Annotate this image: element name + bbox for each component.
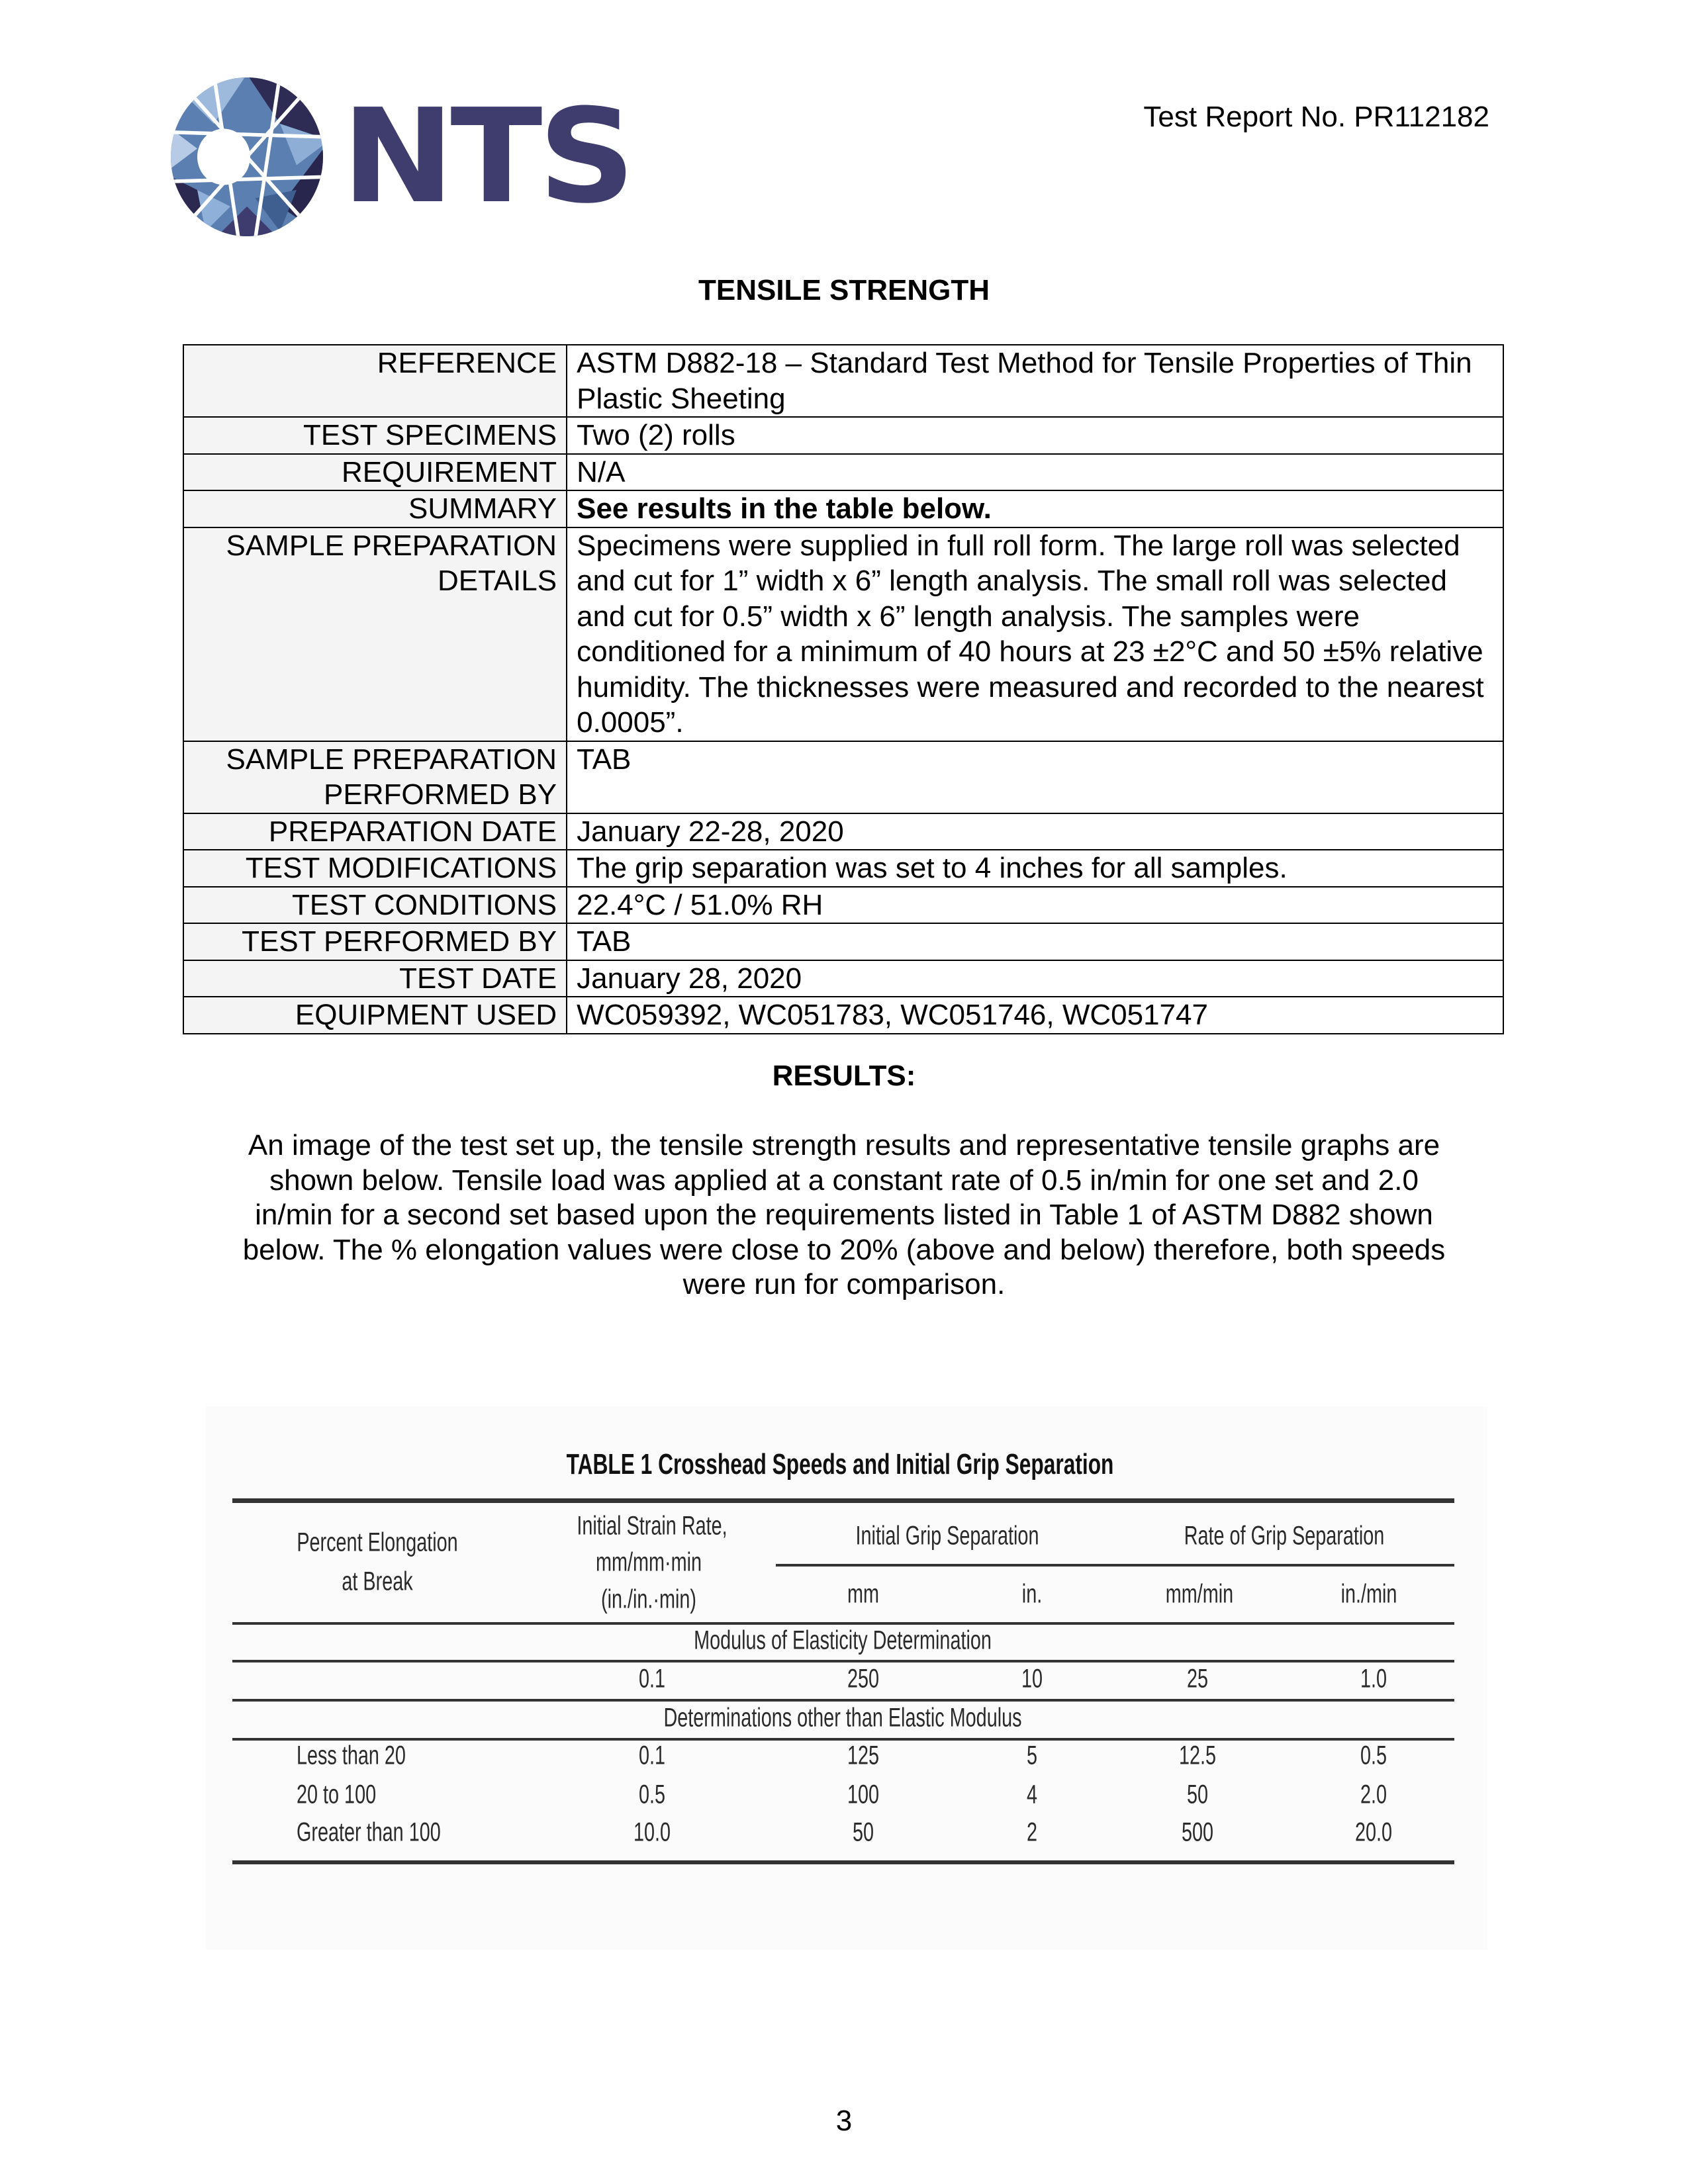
- unit-header: in./min: [1340, 1579, 1397, 1609]
- info-value: See results in the table below.: [567, 490, 1503, 527]
- row-cell: 50: [1187, 1780, 1209, 1809]
- header-strain-rate: Initial Strain Rate,: [577, 1511, 727, 1541]
- astm-table-image: [206, 1406, 1487, 1950]
- info-row: [183, 850, 1503, 887]
- header-rate-grip-separation: Rate of Grip Separation: [1184, 1521, 1385, 1551]
- section-other: Determinations other than Elastic Modulus: [663, 1703, 1022, 1733]
- info-label: SAMPLE PREPARATION PERFORMED BY: [183, 741, 567, 813]
- info-label: SUMMARY: [183, 490, 567, 527]
- row-cell: 500: [1182, 1817, 1214, 1847]
- info-value: N/A: [567, 454, 1503, 491]
- section-title: TENSILE STRENGTH: [698, 274, 990, 306]
- info-value: TAB: [567, 923, 1503, 960]
- info-row: [183, 527, 1503, 741]
- info-row: [183, 960, 1503, 997]
- header-strain-rate: mm/mm·min: [596, 1547, 702, 1577]
- row-cell: 125: [847, 1741, 880, 1770]
- nts-logo: [164, 74, 632, 240]
- info-row: [183, 345, 1503, 417]
- info-label: REFERENCE: [183, 345, 567, 417]
- unit-header: mm: [847, 1579, 880, 1609]
- paragraph-line: shown below. Tensile load was applied at a constant rate of 0.5 in/min for one set and 2.0: [269, 1163, 1419, 1197]
- group-rule: [776, 1564, 1454, 1567]
- modulus-cell: 0.1: [638, 1664, 665, 1694]
- info-label: TEST SPECIMENS: [183, 417, 567, 454]
- info-label: TEST DATE: [183, 960, 567, 997]
- header-elongation: at Break: [342, 1567, 413, 1596]
- paragraph-line: An image of the test set up, the tensile strength results and representative tensile graphs are: [248, 1129, 1440, 1161]
- info-value: WC059392, WC051783, WC051746, WC051747: [567, 997, 1503, 1034]
- modulus-cell: 1.0: [1360, 1664, 1387, 1694]
- row-cell: 2.0: [1360, 1780, 1387, 1809]
- info-value: January 28, 2020: [567, 960, 1503, 997]
- row-cell: 20.0: [1354, 1817, 1392, 1847]
- header-strain-rate: (in./in.·min): [601, 1584, 697, 1614]
- table-rule: [232, 1699, 1454, 1702]
- header-grip-separation: Initial Grip Separation: [855, 1521, 1039, 1551]
- paragraph-line: in/min for a second set based upon the requirements listed in Table 1 of ASTM D882 shown: [255, 1199, 1433, 1231]
- info-row: [183, 741, 1503, 813]
- test-info-table: [183, 344, 1504, 1034]
- results-heading: RESULTS:: [772, 1060, 916, 1092]
- row-elongation: Greater than 100: [297, 1817, 441, 1847]
- modulus-cell: 250: [847, 1664, 880, 1694]
- row-cell: 0.1: [638, 1741, 665, 1770]
- info-row: [183, 454, 1503, 491]
- report-number: Test Report No. PR112182: [1143, 101, 1489, 133]
- info-row: [183, 997, 1503, 1034]
- unit-header: in.: [1021, 1579, 1043, 1609]
- row-elongation: 20 to 100: [297, 1780, 377, 1809]
- row-cell: 5: [1027, 1741, 1038, 1770]
- paragraph-line: were run for comparison.: [682, 1268, 1006, 1300]
- row-cell: 0.5: [638, 1780, 665, 1809]
- table-rule: [232, 1738, 1454, 1741]
- page-number: 3: [835, 2105, 853, 2137]
- info-row: [183, 923, 1503, 960]
- top-rule: [232, 1498, 1454, 1503]
- row-cell: 4: [1027, 1780, 1038, 1809]
- info-label: EQUIPMENT USED: [183, 997, 567, 1034]
- info-value: Two (2) rolls: [567, 417, 1503, 454]
- info-row: [183, 813, 1503, 850]
- paragraph-line: below. The % elongation values were close to 20% (above and below) therefore, both speeds: [242, 1233, 1446, 1266]
- info-value: Specimens were supplied in full roll form. The large roll was selected and cut for 1” width x 6” length analysis. The small roll was selected and cut for 0.5” width x 6” length analysis. The samples were conditioned for a minimum of 40 hours at 23 ±2°C and 50 ±5% relative humidity. The thicknesses were measured and recorded to the nearest 0.0005”.: [567, 527, 1503, 741]
- info-label: PREPARATION DATE: [183, 813, 567, 850]
- modulus-cell: 25: [1187, 1664, 1209, 1694]
- gem-logo-icon: [164, 74, 330, 240]
- info-value: ASTM D882-18 – Standard Test Method for Tensile Properties of Thin Plastic Sheeting: [567, 345, 1503, 417]
- row-cell: 100: [847, 1780, 880, 1809]
- row-cell: 12.5: [1179, 1741, 1217, 1770]
- info-label: TEST PERFORMED BY: [183, 923, 567, 960]
- info-label: SAMPLE PREPARATION DETAILS: [183, 527, 567, 741]
- unit-header: mm/min: [1165, 1579, 1233, 1609]
- row-cell: 2: [1027, 1817, 1038, 1847]
- astm-table-title: TABLE 1 Crosshead Speeds and Initial Grip Separation: [566, 1448, 1114, 1481]
- table-rule: [232, 1622, 1454, 1625]
- row-cell: 0.5: [1360, 1741, 1387, 1770]
- info-row: [183, 490, 1503, 527]
- row-cell: 50: [853, 1817, 874, 1847]
- info-value: January 22-28, 2020: [567, 813, 1503, 850]
- results-paragraph: [199, 1128, 1489, 1302]
- modulus-cell: 10: [1021, 1664, 1043, 1694]
- info-row: [183, 887, 1503, 924]
- row-elongation: Less than 20: [297, 1741, 406, 1770]
- table-rule: [232, 1660, 1454, 1662]
- bottom-rule: [232, 1860, 1454, 1864]
- info-row: [183, 417, 1503, 454]
- info-value: 22.4°C / 51.0% RH: [567, 887, 1503, 924]
- info-value: TAB: [567, 741, 1503, 813]
- logo-wordmark: NTS: [342, 81, 632, 232]
- info-label: TEST CONDITIONS: [183, 887, 567, 924]
- info-label: REQUIREMENT: [183, 454, 567, 491]
- section-modulus: Modulus of Elasticity Determination: [694, 1625, 992, 1655]
- info-label: TEST MODIFICATIONS: [183, 850, 567, 887]
- row-cell: 10.0: [633, 1817, 671, 1847]
- info-value: The grip separation was set to 4 inches for all samples.: [567, 850, 1503, 887]
- header-elongation: Percent Elongation: [297, 1527, 458, 1557]
